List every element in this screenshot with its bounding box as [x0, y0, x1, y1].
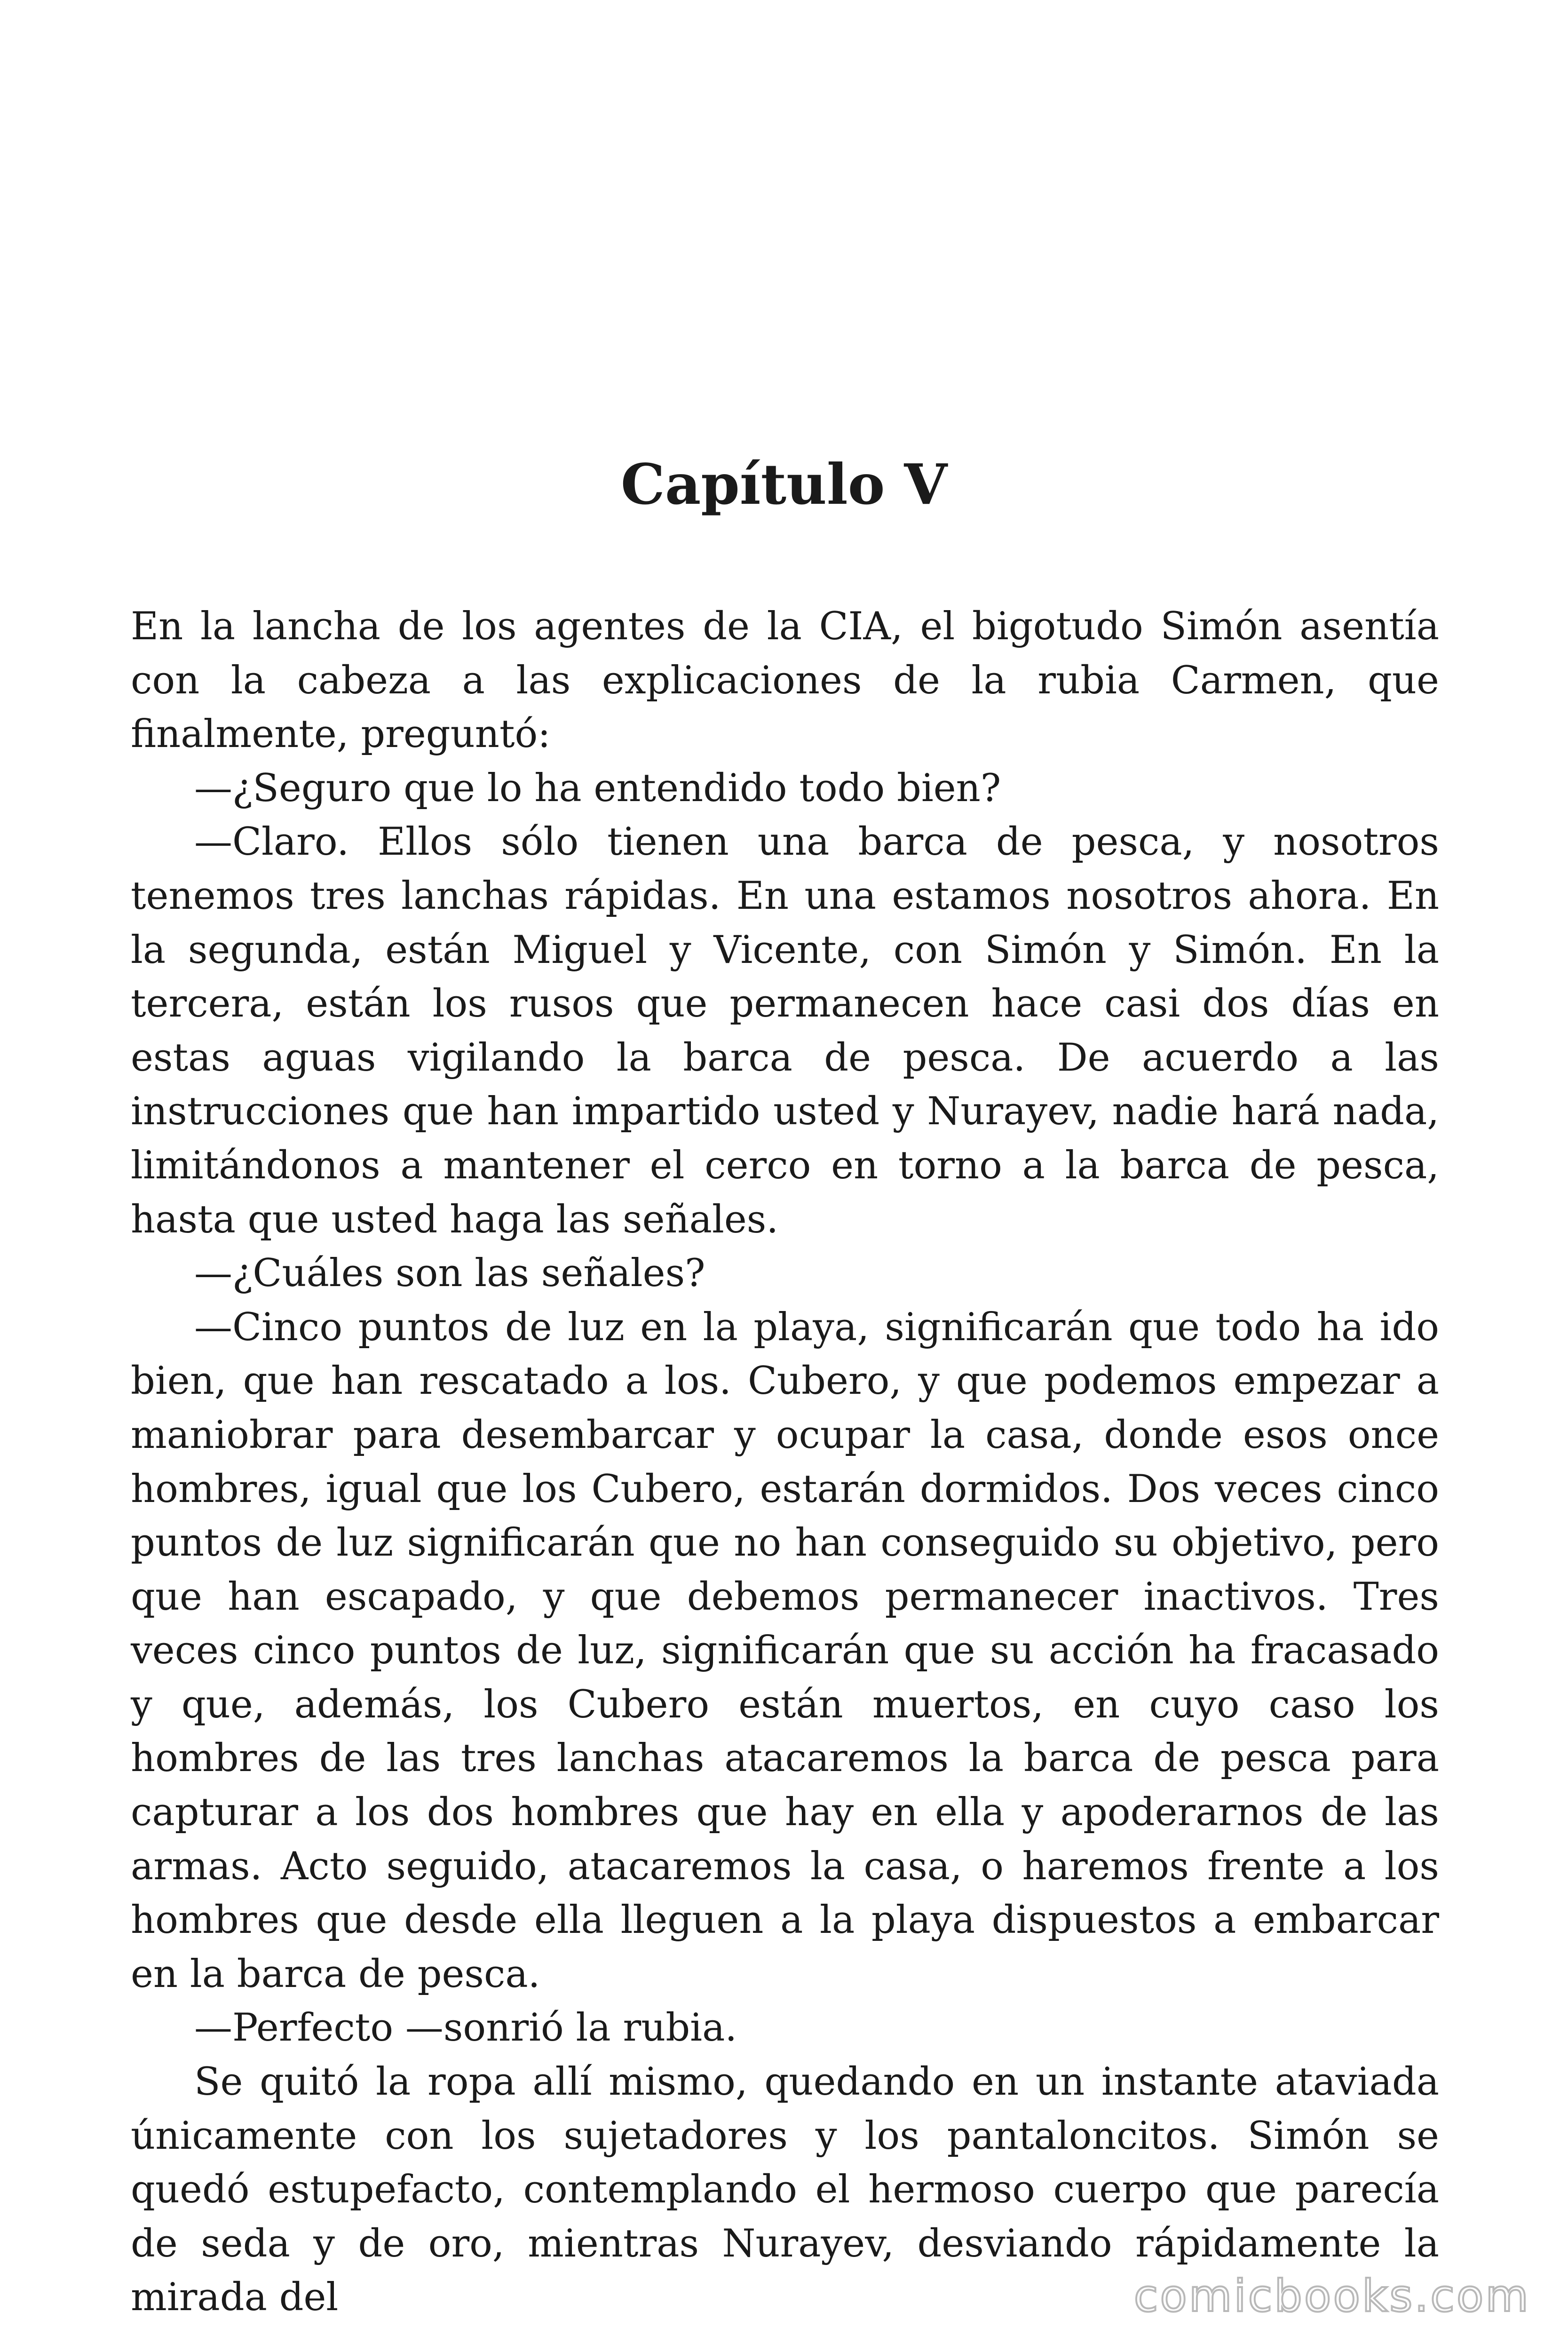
- paragraph: —Perfecto —sonrió la rubia.: [194, 2006, 737, 2050]
- paragraph: —¿Seguro que lo ha entendido todo bien?: [194, 766, 1001, 810]
- paragraph: Se quitó la ropa allí mismo, quedando en un instante ataviada únicamente con los sujetadores y los pantaloncitos. Simón se quedó estupefacto, contemplando el hermoso cuerpo que parecía de seda y de oro, mientras Nurayev, desviando rápidamente la mirada del: [131, 2060, 1439, 2320]
- chapter-title: Capítulo V: [620, 452, 948, 517]
- paragraph: —Cinco puntos de luz en la playa, significarán que todo ha ido bien, que han rescatado a los. Cubero, y que podemos empezar a maniobrar para desembarcar y ocupar la casa, donde esos once hombres, igual que los Cubero, estarán dormidos. Dos veces cinco puntos de luz significarán que no han conseguido su objetivo, pero que han escapado, y que debemos permanecer inactivos. Tres veces cinco puntos de luz, significarán que su acción ha fracasado y que, además, los Cubero están muertos, en cuyo caso los hombres de las tres lanchas atacaremos la barca de pesca para capturar a los dos hombres que hay en ella y apoderarnos de las armas. Acto seguido, atacaremos la casa, o haremos frente a los hombres que desde ella lleguen a la playa dispuestos a embarcar en la barca de pesca.: [131, 1305, 1439, 1996]
- watermark: comicbooks.com: [1133, 2271, 1530, 2322]
- chapter-body: [131, 600, 1439, 2325]
- paragraph: —Claro. Ellos sólo tienen una barca de pesca, y nosotros tenemos tres lanchas rápidas. En una estamos nosotros ahora. En la segunda, están Miguel y Vicente, con Simón y Simón. En la tercera, están los rusos que permanecen hace casi dos días en estas aguas vigilando la barca de pesca. De acuerdo a las instrucciones que han impartido usted y Nurayev, nadie hará nada, limitándonos a mantener el cerco en torno a la barca de pesca, hasta que usted haga las señales.: [131, 820, 1439, 1242]
- paragraph: —¿Cuáles son las señales?: [194, 1251, 705, 1296]
- paragraph: En la lancha de los agentes de la CIA, el bigotudo Simón asentía con la cabeza a las explicaciones de la rubia Carmen, que finalmente, preguntó:: [131, 604, 1439, 757]
